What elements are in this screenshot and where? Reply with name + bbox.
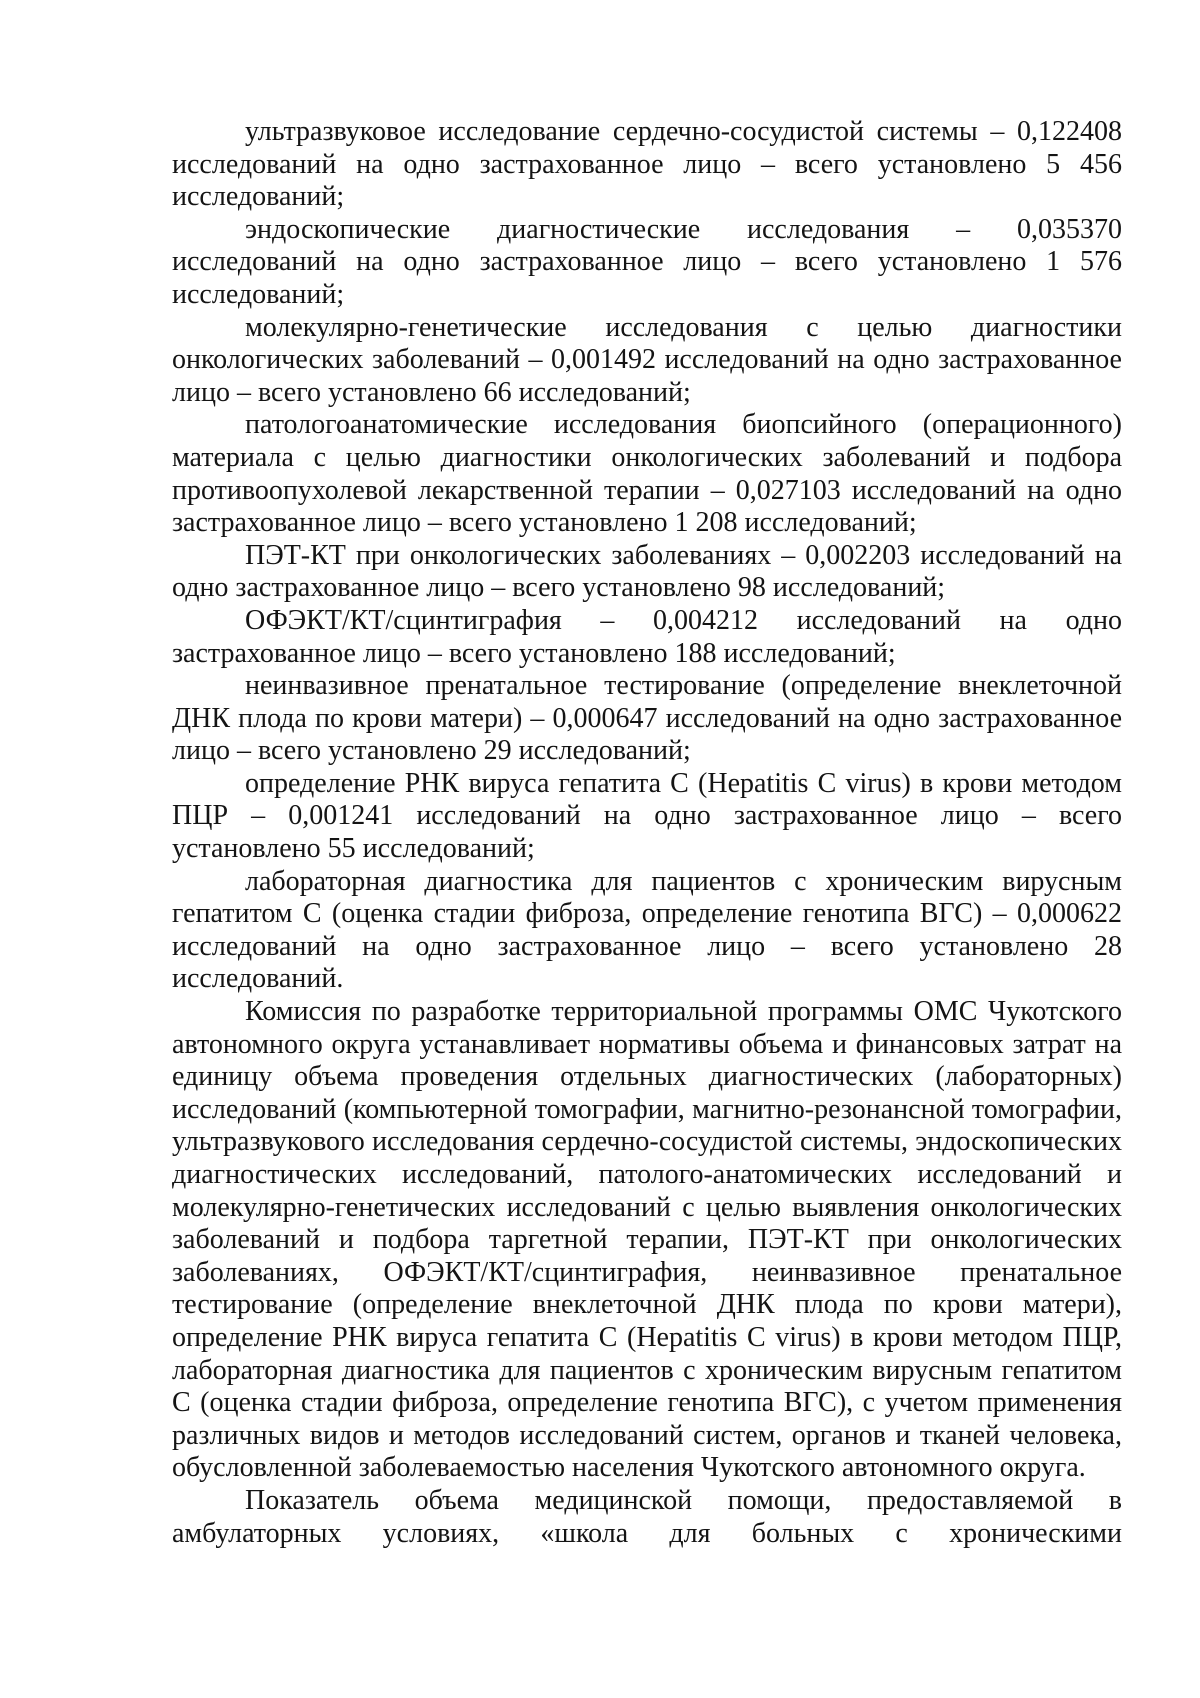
- paragraph-ultrasound: ультразвуковое исследование сердечно-сосудистой системы – 0,122408 исследований на одно застрахованное лицо – всего установлено 5 456 исследований;: [172, 116, 1122, 213]
- paragraph-indicator-continued: Показатель объема медицинской помощи, предоставляемой в амбулаторных условиях, «школа для больных с хроническими: [172, 1484, 1122, 1549]
- paragraph-commission: Комиссия по разработке территориальной программы ОМС Чукотского автономного округа устанавливает нормативы объема и финансовых затрат на единицу объема проведения отдельных диагностических (лабораторных) исследований (компьютерной томографии, магнитно-резонансной томографии, ультразвукового исследования сердечно-сосудистой системы, эндоскопических диагностических исследований, патолого-анатомических исследований и молекулярно-генетических исследований с целью выявления онкологических заболеваний и подбора таргетной терапии, ПЭТ-КТ при онкологических заболеваниях, ОФЭКТ/КТ/сцинтиграфия, неинвазивное пренатальное тестирование (определение внеклеточной ДНК плода по крови матери), определение РНК вируса гепатита С (Hepatitis C virus) в крови методом ПЦР, лабораторная диагностика для пациентов с хроническим вирусным гепатитом С (оценка стадии фиброза, определение генотипа ВГС), с учетом применения различных видов и методов исследований систем, органов и тканей человека, обусловленной заболеваемостью населения Чукотского автономного округа.: [172, 996, 1122, 1484]
- document-body: [172, 116, 1122, 1550]
- paragraph-pathology: патологоанатомические исследования биопсийного (операционного) материала с целью диагностики онкологических заболеваний и подбора противоопухолевой лекарственной терапии – 0,027103 исследований на одно застрахованное лицо – всего установлено 1 208 исследований;: [172, 409, 1122, 539]
- paragraph-prenatal-testing: неинвазивное пренатальное тестирование (определение внеклеточной ДНК плода по крови матери) – 0,000647 исследований на одно застрахованное лицо – всего установлено 29 исследований;: [172, 670, 1122, 767]
- paragraph-molecular-genetic: молекулярно-генетические исследования с целью диагностики онкологических заболеваний – 0,001492 исследований на одно застрахованное лицо – всего установлено 66 исследований;: [172, 311, 1122, 408]
- paragraph-spect-ct: ОФЭКТ/КТ/сцинтиграфия – 0,004212 исследований на одно застрахованное лицо – всего установлено 188 исследований;: [172, 604, 1122, 669]
- paragraph-endoscopy: эндоскопические диагностические исследования – 0,035370 исследований на одно застрахованное лицо – всего установлено 1 576 исследований;: [172, 213, 1122, 310]
- paragraph-pet-ct: ПЭТ-КТ при онкологических заболеваниях – 0,002203 исследований на одно застрахованное лицо – всего установлено 98 исследований;: [172, 539, 1122, 604]
- paragraph-hcv-lab-diagnostics: лабораторная диагностика для пациентов с хроническим вирусным гепатитом С (оценка стадии фиброза, определение генотипа ВГС) – 0,000622 исследований на одно застрахованное лицо – всего установлено 28 исследований.: [172, 865, 1122, 995]
- paragraph-hcv-rna-pcr: определение РНК вируса гепатита С (Hepatitis C virus) в крови методом ПЦР – 0,001241 исследований на одно застрахованное лицо – всего установлено 55 исследований;: [172, 767, 1122, 865]
